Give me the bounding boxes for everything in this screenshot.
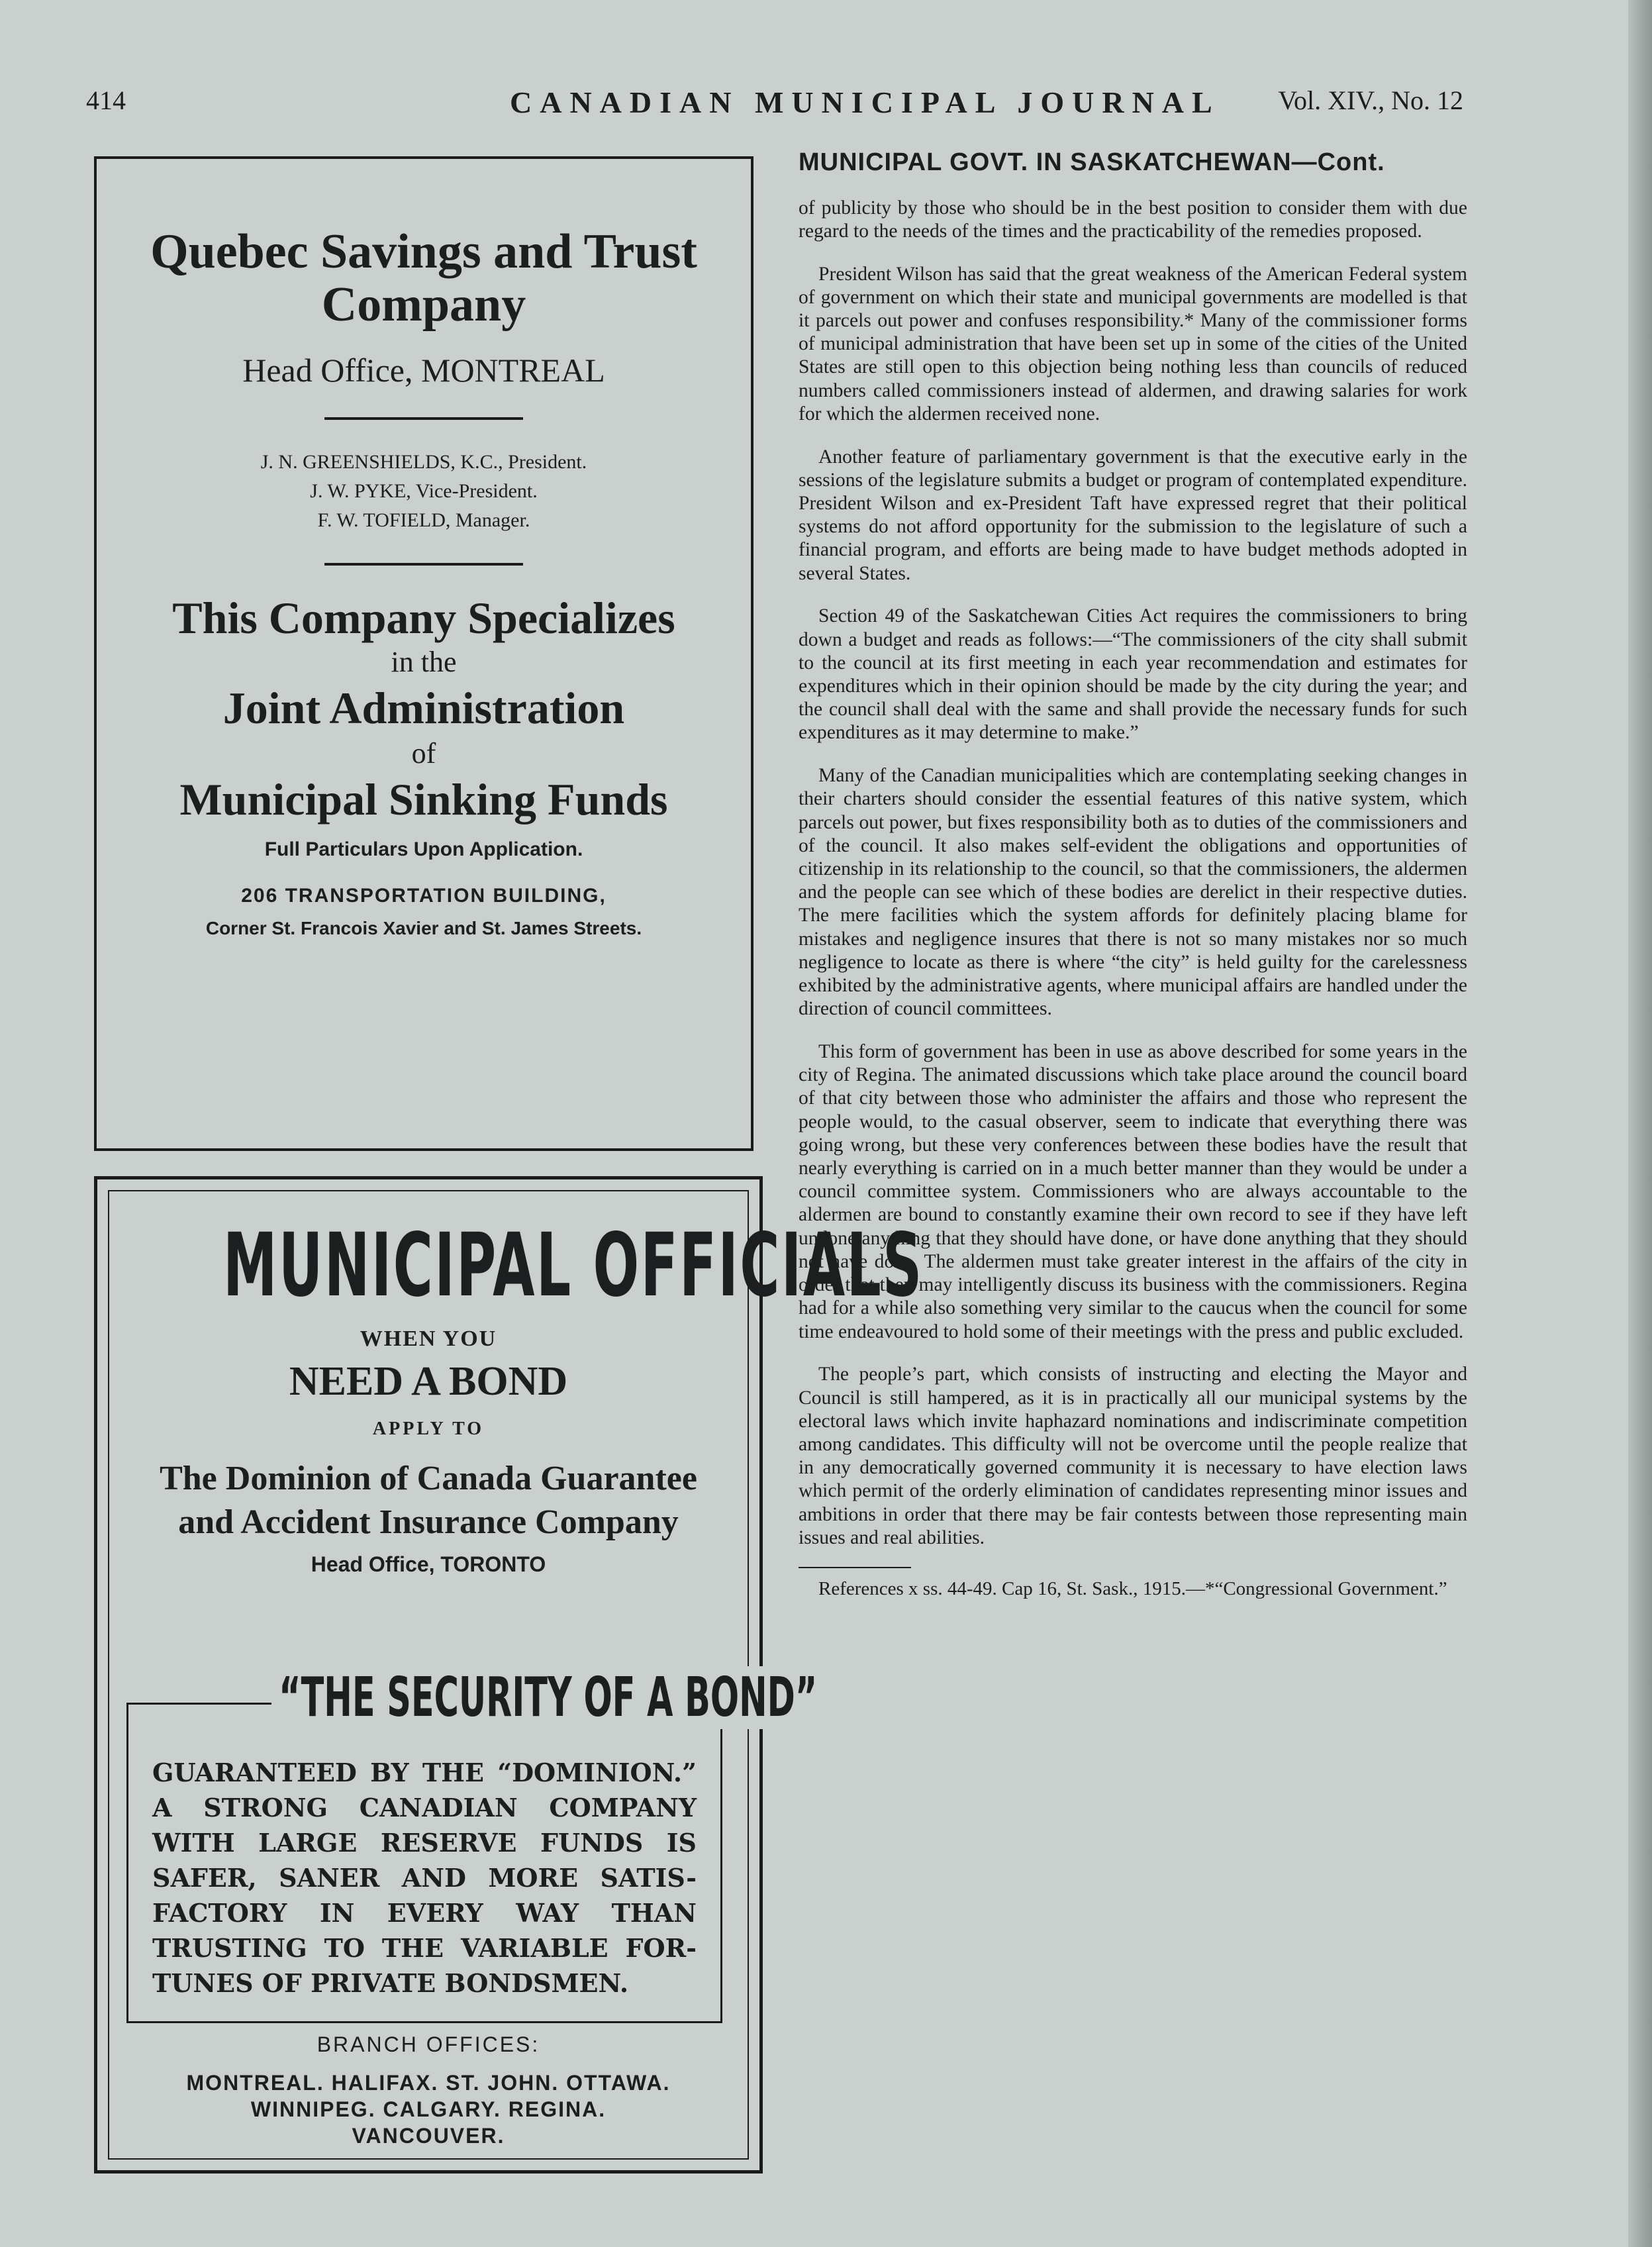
journal-title: CANADIAN MUNICIPAL JOURNAL [510,85,1220,119]
security-line: FACTORY IN EVERY WAY THAN [152,1898,697,1928]
article-heading: MUNICIPAL GOVT. IN SASKATCHEWAN—Cont. [799,148,1385,176]
dominion-guarantee-advertisement [94,1176,924,2173]
officer-president: J. N. GREENSHIELDS, K.C., President. [260,451,587,473]
divider [324,417,523,420]
article-paragraph: Section 49 of the Saskatchewan Cities Act requires the commissioners to bring down a budget and reads as follows:—“The commissioners of the city shall submit to the council at its first meeting in each year recommendation and estimates for expenditures which in their opinion should be made by the city during the year; and the council shall deal with the same and shall provide the necessary funds for such expenditures as it may determine to make.” [799,605,1467,744]
security-line: TRUSTING TO THE VARIABLE FOR- [152,1933,697,1963]
page-number: 414 [86,85,126,115]
article-paragraph: This form of government has been in use as above described for some years in the city of Regina. The animated discussions which take place around the council board of that city between those who administer the affairs and those who represent the people would, to the casual observer, seem to indicate that everything there was going wrong, but these very conferences between these bodies have the result that nearly everything is carried on in a much better manner than they would be under a council committee system. Commissioners who are always accountable to the aldermen are bound to constantly examine their own record to see if they have left undone anything that they should have done, or have done anything that they should not have done. The aldermen must take greater interest in the affairs of the city in order that they may intelligently discuss its business with the commissioners. Regina had for a while also something very similar to the caucus when the council for some time endeavoured to hold some of their meetings with the press and public excluded. [799,1041,1467,1342]
quebec-savings-advertisement [94,156,753,1151]
ad-sinking-funds: Municipal Sinking Funds [179,774,668,824]
ad-company-line-1: The Dominion of Canada Guarantee [160,1460,697,1497]
officer-vice-president: J. W. PYKE, Vice-President. [310,480,538,502]
security-line: GUARANTEED BY THE “DOMINION.” [152,1758,697,1787]
branch-offices-label: BRANCH OFFICES: [316,2032,540,2056]
article-paragraph: of publicity by those who should be in the best position to consider them with due regard to the needs of the times and the practicability of the remedies proposed. [799,197,1467,242]
security-line: WITH LARGE RESERVE FUNDS IS [152,1828,697,1858]
ad-headline: MUNICIPAL OFFICIALS [223,1215,924,1317]
ad-in-the: in the [391,646,457,678]
branch-cities-line-3: VANCOUVER. [352,2124,505,2148]
branch-cities-line-1: MONTREAL. HALIFAX. ST. JOHN. OTTAWA. [186,2071,671,2095]
ad-head-office: Head Office, TORONTO [311,1552,546,1576]
article-paragraph: Many of the Canadian municipalities which are contemplating seeking changes in their charters should consider the essential features of this native system, which parcels out power, but fixes responsibility both as to duties of the commissioners and of the council. It also makes self-evident the obligations and opportunities of citizenship in its relationship to the council, so that the commissioners, the aldermen and the people can see which of these bodies are derelict in their respective duties. The mere facilities which the system affords for definitely placing blame for mistakes and negligence insures that there is not so many mistakes nor so much negligence to locate as there is where “the city” is held guilty for the carelessness exhibited by the administrative agents, where municipal affairs are handled under the direction of council committees. [799,765,1467,1020]
page-edge [1628,0,1652,2247]
running-head [86,85,1463,125]
article-paragraph: Another feature of parliamentary government is that the executive early in the sessions of the legislature submits a budget or program of contemplated expenditure. President Wilson and ex-President Taft have expressed regret that their political systems do not afford opportunity for the submission to the legislature of such a financial program, and efforts are being made to have budget methods adopted in several States. [799,446,1467,584]
footnote: References x ss. 44-49. Cap 16, St. Sask., 1915.—*“Congressional Government.” [818,1577,1447,1599]
article-paragraph: The people’s part, which consists of instructing and electing the Mayor and Council is still hampered, as it is in practically all our municipal systems by the electoral laws which invite haphazard nominations and indiscriminate competition among candidates. This difficulty will not be overcome until the people realize that in any democratically governed community it is necessary to have election laws which permit of the orderly elimination of candidates representing minor issues and ambitions in order that there may be fair contests between those representing main issues and real abilities. [799,1364,1467,1548]
ad-company-line-2: and Accident Insurance Company [178,1503,679,1541]
ad-joint-administration: Joint Administration [222,683,625,733]
ad-full-particulars: Full Particulars Upon Application. [264,838,583,860]
ad-when-you: WHEN YOU [360,1326,497,1351]
ad-specializes: This Company Specializes [172,593,675,643]
security-title: “THE SECURITY OF A BOND” [271,1666,824,1729]
ad-apply-to: APPLY TO [372,1419,485,1439]
article-paragraph: President Wilson has said that the great weakness of the American Federal system of government on which their state and municipal governments are modelled is that it parcels out power and confuses responsibility.* Many of the commissioner forms of municipal administration that have been set up in some of the cities of the United States are still open to this objection being nothing less than councils of reduced numbers called commissioners instead of aldermen, and drawing salaries for work for which the aldermen received none. [799,263,1467,424]
security-box [126,1666,818,2023]
security-line: TUNES OF PRIVATE BONDSMEN. [152,1968,629,1998]
officer-manager: F. W. TOFIELD, Manager. [317,509,530,531]
ad-need-bond: NEED A BOND [289,1359,568,1404]
security-line: A STRONG CANADIAN COMPANY [152,1793,697,1823]
ad-address-line-2: Corner St. Francois Xavier and St. James Streets. [205,918,642,938]
ad-company-name: Quebec Savings and Trust Company [150,225,697,332]
volume-issue: Vol. XIV., No. 12 [1278,85,1463,115]
security-text [152,1755,697,2001]
security-title-wrap [102,1666,818,1729]
ad-address-line-1: 206 TRANSPORTATION BUILDING, [241,885,607,907]
footnote-rule [799,1567,911,1568]
branch-cities-line-2: WINNIPEG. CALGARY. REGINA. [250,2097,607,2121]
security-line: SAFER, SANER AND MORE SATIS- [152,1863,697,1893]
ad-of: of [411,737,436,770]
ad-head-office: Head Office, MONTREAL [242,352,605,389]
divider [324,563,523,566]
branch-cities [97,2070,759,2149]
article-column [799,148,1467,1601]
